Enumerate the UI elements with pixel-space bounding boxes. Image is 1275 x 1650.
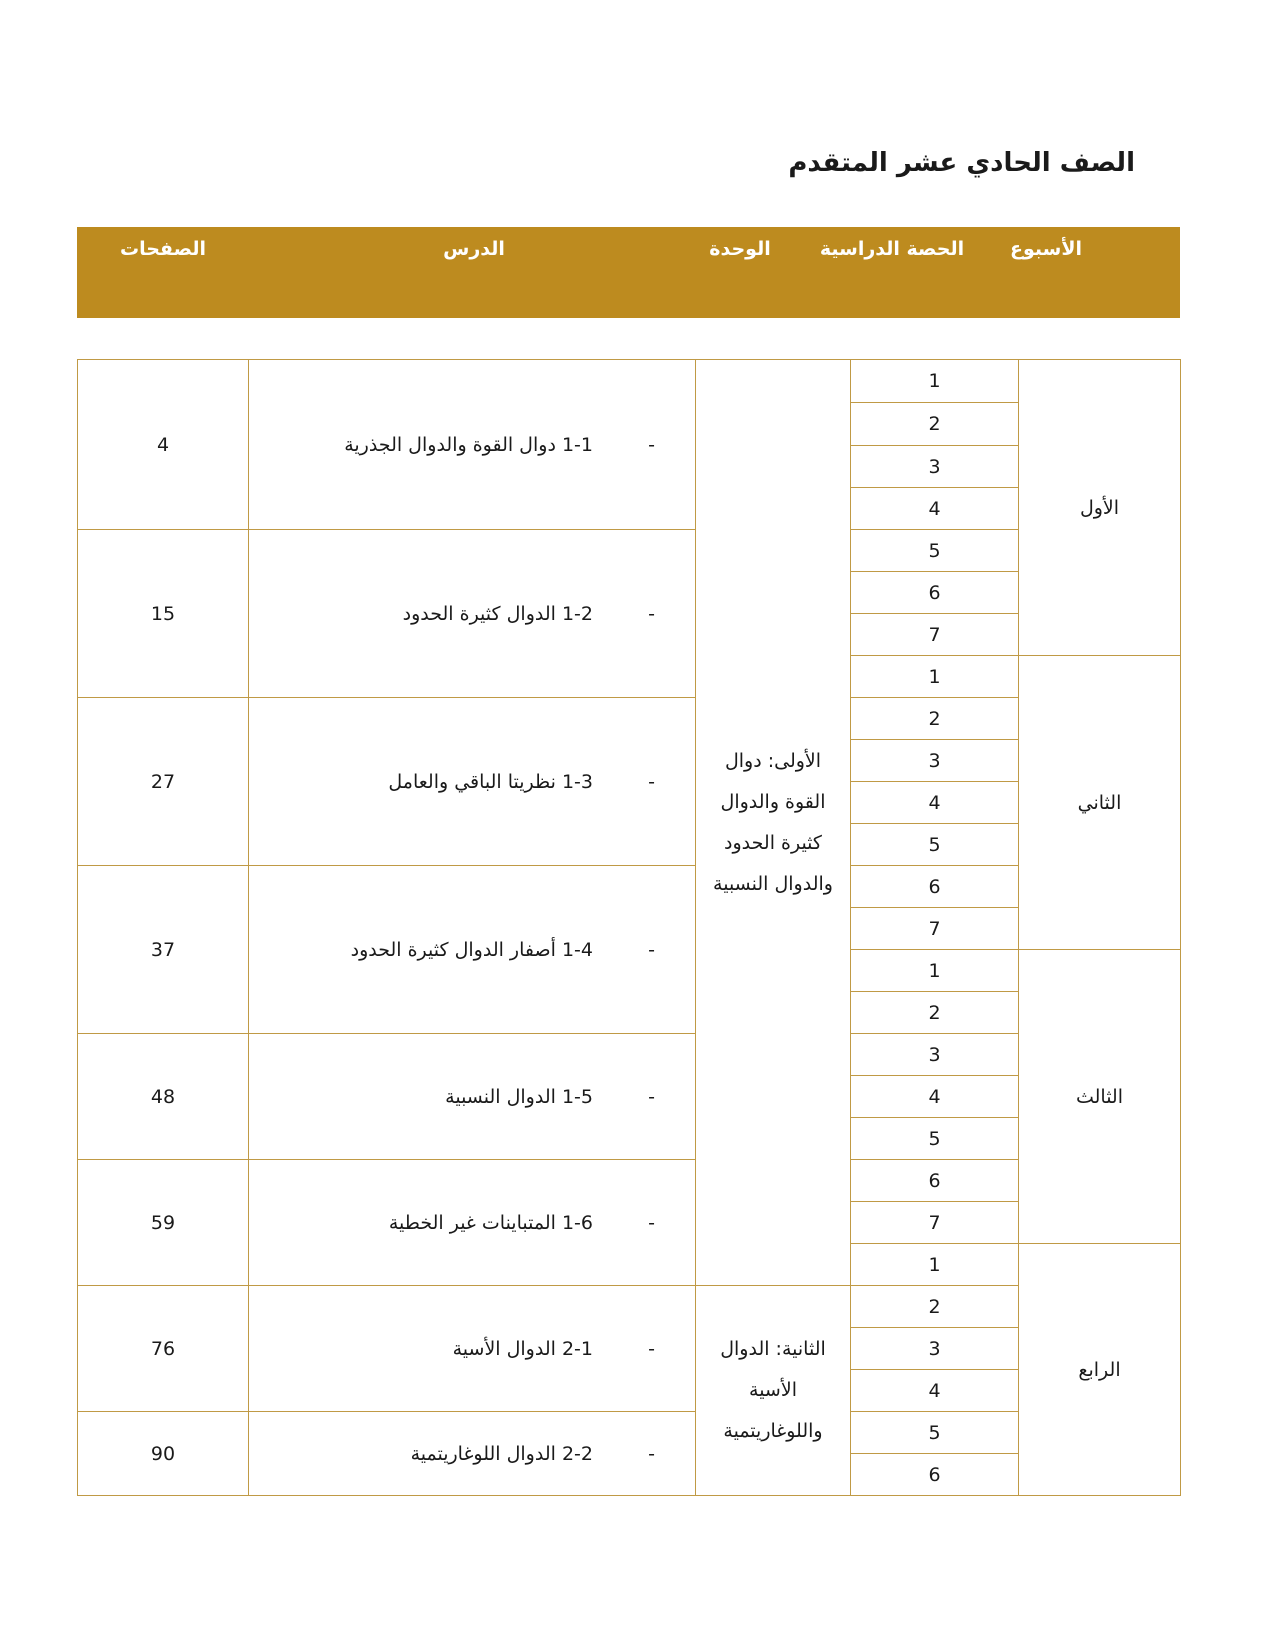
period-number: 2 — [851, 992, 1019, 1034]
lesson-pages: 37 — [78, 866, 249, 1034]
period-number: 6 — [851, 572, 1019, 614]
lesson-bullet: - — [648, 1442, 655, 1465]
lesson-bullet: - — [648, 602, 655, 625]
period-number: 3 — [851, 740, 1019, 782]
header-lesson: الدرس — [443, 238, 505, 260]
lesson-cell — [249, 866, 696, 1034]
lesson-pages: 48 — [78, 1034, 249, 1160]
table-row — [78, 1034, 1181, 1076]
lesson-title: 1-4 أصفار الدوال كثيرة الحدود — [350, 938, 593, 961]
lesson-cell — [249, 360, 696, 530]
lesson-title: 2-2 الدوال اللوغاريتمية — [410, 1442, 593, 1465]
header-week: الأسبوع — [1010, 238, 1082, 260]
period-number: 6 — [851, 866, 1019, 908]
period-number: 5 — [851, 1118, 1019, 1160]
lesson-bullet: - — [648, 1085, 655, 1108]
period-number: 4 — [851, 1076, 1019, 1118]
lesson-bullet: - — [648, 770, 655, 793]
lesson-bullet: - — [648, 1211, 655, 1234]
table-row — [78, 1286, 1181, 1328]
lesson-title: 1-1 دوال القوة والدوال الجذرية — [344, 433, 593, 456]
lesson-pages: 76 — [78, 1286, 249, 1412]
table-row — [78, 1160, 1181, 1202]
period-number: 4 — [851, 1370, 1019, 1412]
period-number: 4 — [851, 488, 1019, 530]
week-cell: الأول — [1019, 360, 1181, 656]
table-row — [78, 866, 1181, 908]
period-number: 2 — [851, 1286, 1019, 1328]
week-cell: الثاني — [1019, 656, 1181, 950]
period-number: 3 — [851, 1328, 1019, 1370]
header-unit: الوحدة — [709, 238, 771, 260]
lesson-pages: 90 — [78, 1412, 249, 1496]
table-header — [77, 227, 1180, 318]
week-cell: الرابع — [1019, 1244, 1181, 1496]
lesson-cell — [249, 1034, 696, 1160]
lesson-cell — [249, 1412, 696, 1496]
table-row — [78, 698, 1181, 740]
period-number: 5 — [851, 1412, 1019, 1454]
lesson-bullet: - — [648, 1337, 655, 1360]
lesson-pages: 15 — [78, 530, 249, 698]
period-number: 3 — [851, 1034, 1019, 1076]
period-number: 5 — [851, 530, 1019, 572]
lesson-title: 2-1 الدوال الأسية — [452, 1337, 593, 1360]
header-pages: الصفحات — [120, 238, 206, 260]
lesson-cell — [249, 1160, 696, 1286]
period-number: 1 — [851, 1244, 1019, 1286]
table-row — [78, 360, 1181, 403]
period-number: 1 — [851, 360, 1019, 403]
period-number: 7 — [851, 1202, 1019, 1244]
period-number: 1 — [851, 656, 1019, 698]
period-number: 4 — [851, 782, 1019, 824]
lesson-title: 1-6 المتباينات غير الخطية — [388, 1211, 593, 1234]
lesson-bullet: - — [648, 938, 655, 961]
period-number: 5 — [851, 824, 1019, 866]
week-cell: الثالث — [1019, 950, 1181, 1244]
lesson-cell — [249, 698, 696, 866]
page-title: الصف الحادي عشر المتقدم — [788, 148, 1135, 178]
period-number: 6 — [851, 1454, 1019, 1496]
period-number: 1 — [851, 950, 1019, 992]
period-number: 7 — [851, 614, 1019, 656]
lesson-title: 1-5 الدوال النسبية — [445, 1085, 593, 1108]
schedule-table — [77, 359, 1181, 1496]
lesson-title: 1-2 الدوال كثيرة الحدود — [402, 602, 593, 625]
period-number: 6 — [851, 1160, 1019, 1202]
header-period: الحصة الدراسية — [819, 238, 965, 260]
lesson-cell — [249, 530, 696, 698]
lesson-pages: 27 — [78, 698, 249, 866]
lesson-bullet: - — [648, 433, 655, 456]
table-row — [78, 530, 1181, 572]
period-number: 2 — [851, 698, 1019, 740]
lesson-pages: 4 — [78, 360, 249, 530]
period-number: 7 — [851, 908, 1019, 950]
period-number: 2 — [851, 403, 1019, 446]
lesson-pages: 59 — [78, 1160, 249, 1286]
lesson-cell — [249, 1286, 696, 1412]
unit-cell: الثانية: الدوال الأسية واللوغاريتمية — [696, 1286, 851, 1496]
unit-cell: الأولى: دوال القوة والدوال كثيرة الحدود والدوال النسبية — [696, 360, 851, 1286]
period-number: 3 — [851, 446, 1019, 488]
lesson-title: 1-3 نظريتا الباقي والعامل — [388, 770, 593, 793]
table-row — [78, 1412, 1181, 1454]
